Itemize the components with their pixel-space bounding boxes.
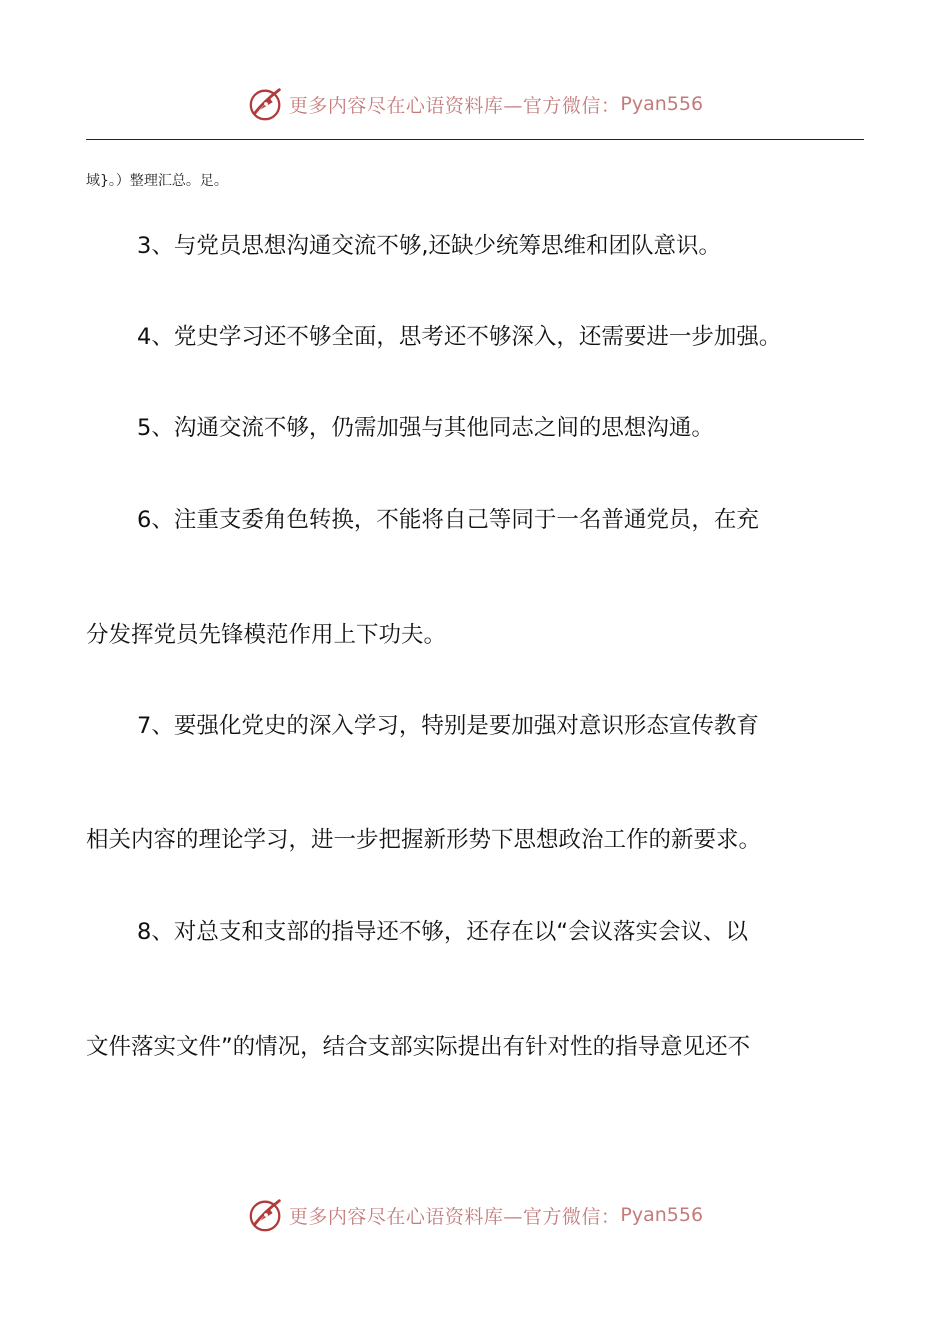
banner-text: 更多内容尽在心语资料库—官方微信： [288,1205,621,1228]
banner-wechat-handle: Pyan556 [620,1204,704,1226]
body-line-6: 6、注重支委角色转换，不能将自己等同于一名普通党员，在充 [137,507,759,533]
body-line-6-cont: 分发挥党员先锋模范作用上下功夫。 [86,622,447,648]
footer-banner [0,1193,950,1237]
banner-wechat-handle: Pyan556 [620,93,704,115]
body-line-8: 8、对总支和支部的指导还不够，还存在以“会议落实会议、以 [137,919,748,945]
banner-text: 更多内容尽在心语资料库—官方微信： [288,94,621,117]
pen-nib-logo-icon [247,85,285,123]
body-line-4: 4、党史学习还不够全面，思考还不够深入，还需要进一步加强。 [137,324,782,350]
body-line-8-cont: 文件落实文件”的情况，结合支部实际提出有针对性的指导意见还不 [86,1034,751,1060]
body-line-3: 3、与党员思想沟通交流不够,还缺少统筹思维和团队意识。 [137,233,721,259]
body-line-7-cont: 相关内容的理论学习，进一步把握新形势下思想政治工作的新要求。 [86,827,762,853]
body-line-7: 7、要强化党史的深入学习，特别是要加强对意识形态宣传教育 [137,713,759,739]
pen-nib-logo-icon [247,1196,285,1234]
continued-text-fragment: 域}。）整理汇总。足。 [86,173,228,189]
body-line-5: 5、沟通交流不够，仍需加强与其他同志之间的思想沟通。 [137,415,714,441]
header-divider [86,139,864,140]
header-banner [0,82,950,126]
